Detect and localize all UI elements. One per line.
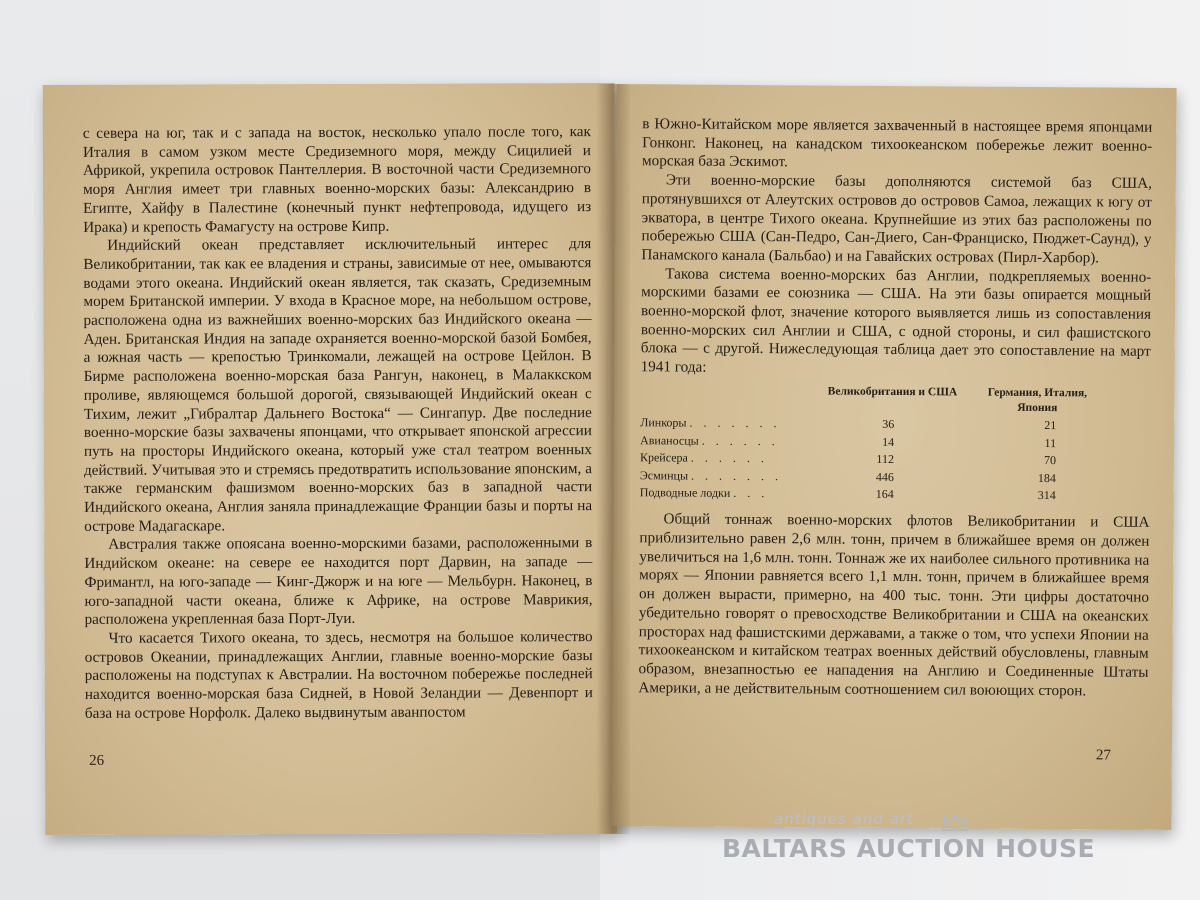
table-row-label: Подводные лодки . . . — [639, 485, 769, 501]
page-number-right: 27 — [1095, 747, 1111, 764]
paragraph: Австралия также опоясана военно-морскими базами, расположенными в Индийском океане: на севере ее находится порт Дарвин, на западе — Фримантл, на юго-западе — Кинг-Джорж и на юге — Мельбурн. Наконец, в юго-западной части океана, ближе к Африке, на острове Маврикия, расположена укрепленная база Порт-Луи. — [84, 534, 593, 629]
table-cell-axis: 70 — [1043, 453, 1057, 468]
table-cell-axis: 11 — [1044, 435, 1057, 450]
right-page-text — [638, 115, 1152, 701]
paragraph: Эти военно-морские базы дополняются системой баз США, протянувшихся от Алеутских островов до островов Самоа, лежащих к югу от экватора, в центре Тихого океана. Крупнейшие из этих баз расположены по побережью США (Сан-Педро, Сан-Диего, Сан-Франциско, Пюджет-Саунд), у Панамского канала (Бальбао) и на Гавайских островах (Пирл-Харбор). — [641, 171, 1152, 267]
table-header-allies: Великобритания и США — [827, 385, 958, 399]
paragraph: Общий тоннаж военно-морских флотов Великобритании и США приблизительно равен 2,6 млн. тонн, причем в ближайшее время он должен увеличиться на 1,6 млн. тонн. Тоннаж же их наиболее сильного противника на морях — Японии равняется всего 1,1 млн. тонн, причем в ближайшее время он должен вырасти, примерно, на 400 тыс. тонн. Эти цифры достаточно убедительно говорят о превосходстве Великобритании и США на океанских просторах над фашистскими державами, а также о том, что успехи Японии на тихоокеанском и китайском театрах военных действий обусловлены, главным образом, внезапностью ее нападения на Англию и Соединенные Штаты Америки, а не действительным соотношением сил воюющих сторон. — [638, 510, 1150, 700]
table-cell-allies: 14 — [882, 434, 895, 449]
watermark-title: BALTARS AUCTION HOUSE — [722, 834, 1096, 863]
table-cell-allies: 164 — [875, 487, 894, 502]
left-page — [43, 83, 618, 835]
left-page-text — [83, 123, 593, 723]
table-header — [640, 383, 1150, 417]
table-cell-axis: 21 — [1044, 418, 1057, 433]
table-row-label: Линкоры . . . . . . . — [640, 415, 781, 431]
paragraph: Такова система военно-морских баз Англии, подкрепляемых военно-морскими базами ее союзника — США. На эти базы опирается мощный военно-морской флот, значение которого выявляется лишь из сопоставления военно-морских сил Англии и США, с одной стороны, и сил фашистского блока — с другой. Нижеследующая таблица дает это сопоставление на март 1941 года: — [640, 265, 1152, 376]
table-cell-axis: 314 — [1037, 488, 1056, 503]
table-cell-allies: 112 — [876, 452, 895, 467]
table-row — [640, 483, 1150, 504]
page-number-left: 26 — [89, 752, 105, 769]
table-row-label: Крейсера . . . . . . — [639, 450, 768, 466]
table-row-label: Авианосцы . . . . . . — [640, 433, 779, 449]
book-gutter — [596, 84, 630, 834]
paragraph: с севера на юг, так и с запада на восток, несколько упало после того, как Италия в самом узком месте Средиземного моря, между Сицилией и Африкой, укрепила островок Пантеллерия. В восточной части Средиземного моря Англия имеет три главных военно-морских базы: Александрию в Египте, Хайфу в Палестине (конечный пункт нефтепровода, идущего из Ирака) и крепость Фамагусту на острове Кипр. — [82, 123, 592, 236]
paragraph: Индийский океан представляет исключительный интерес для Великобритании, так как ее владения и страны, зависимые от нее, омываются водами этого океана. Индийский океан является, так сказать, Средиземным морем Британской империи. У входа в Красное море, на небольшом острове, расположена одна из важнейших военно-морских баз Индийского океана — Аден. Британская Индия на западе охраняется военно-морской базой Бомбея, а южная часть — крепостью Тринкомали, лежащей на острове Цейлон. В Бирме расположена военно-морская база Рангун, наконец, в Малаккском проливе, являющемся большой дорогой, связывающей Индийский океан с Тихим, лежит „Гибралтар Дальнего Востока“ — Сингапур. Две последние военно-морские базы захвачены японцами, что открывает японской агрессии путь на просторы Индийского океана, который уже стал театром военных действий. Учитывая это и стремясь предотвратить использование японским, а также германским фашизмом военно-морских баз в западной части Индийского океана, Англия заняла принадлежащие Франции базы и порты на острове Мадагаскаре. — [83, 235, 593, 535]
table-row — [640, 448, 1150, 469]
table-row — [640, 466, 1150, 487]
table-header-spacer — [640, 383, 812, 414]
table-cell-allies: 36 — [882, 417, 895, 432]
table-cell-allies: 446 — [875, 469, 894, 484]
table-header-axis: Германия, Италия, Япония — [987, 386, 1088, 414]
table-row — [640, 413, 1150, 434]
right-page — [611, 84, 1176, 830]
table-cell-axis: 184 — [1037, 470, 1056, 485]
watermark-subtitle: antiques and art — [774, 810, 914, 828]
paragraph: в Южно-Китайском море является захваченный в настоящее время японцами Гонконг. Наконец, на канадском тихоокеанском побережье лежит военно-морская база Эскимот. — [642, 115, 1153, 171]
naval-forces-table — [640, 383, 1151, 504]
paragraph: Что касается Тихого океана, то здесь, несмотря на большое количество островов Океании, принадлежащих Англии, главные военно-морские базы расположены на подступах к Австралии. На восточном побережье последней находится военно-морская база Сидней, в Новой Зеландии — Девенпорт и база на острове Норфолк. Далеко выдвинутым аванпостом — [84, 628, 593, 722]
table-row — [640, 431, 1150, 452]
table-row-label: Эсминцы . . . . . . . — [639, 468, 783, 484]
